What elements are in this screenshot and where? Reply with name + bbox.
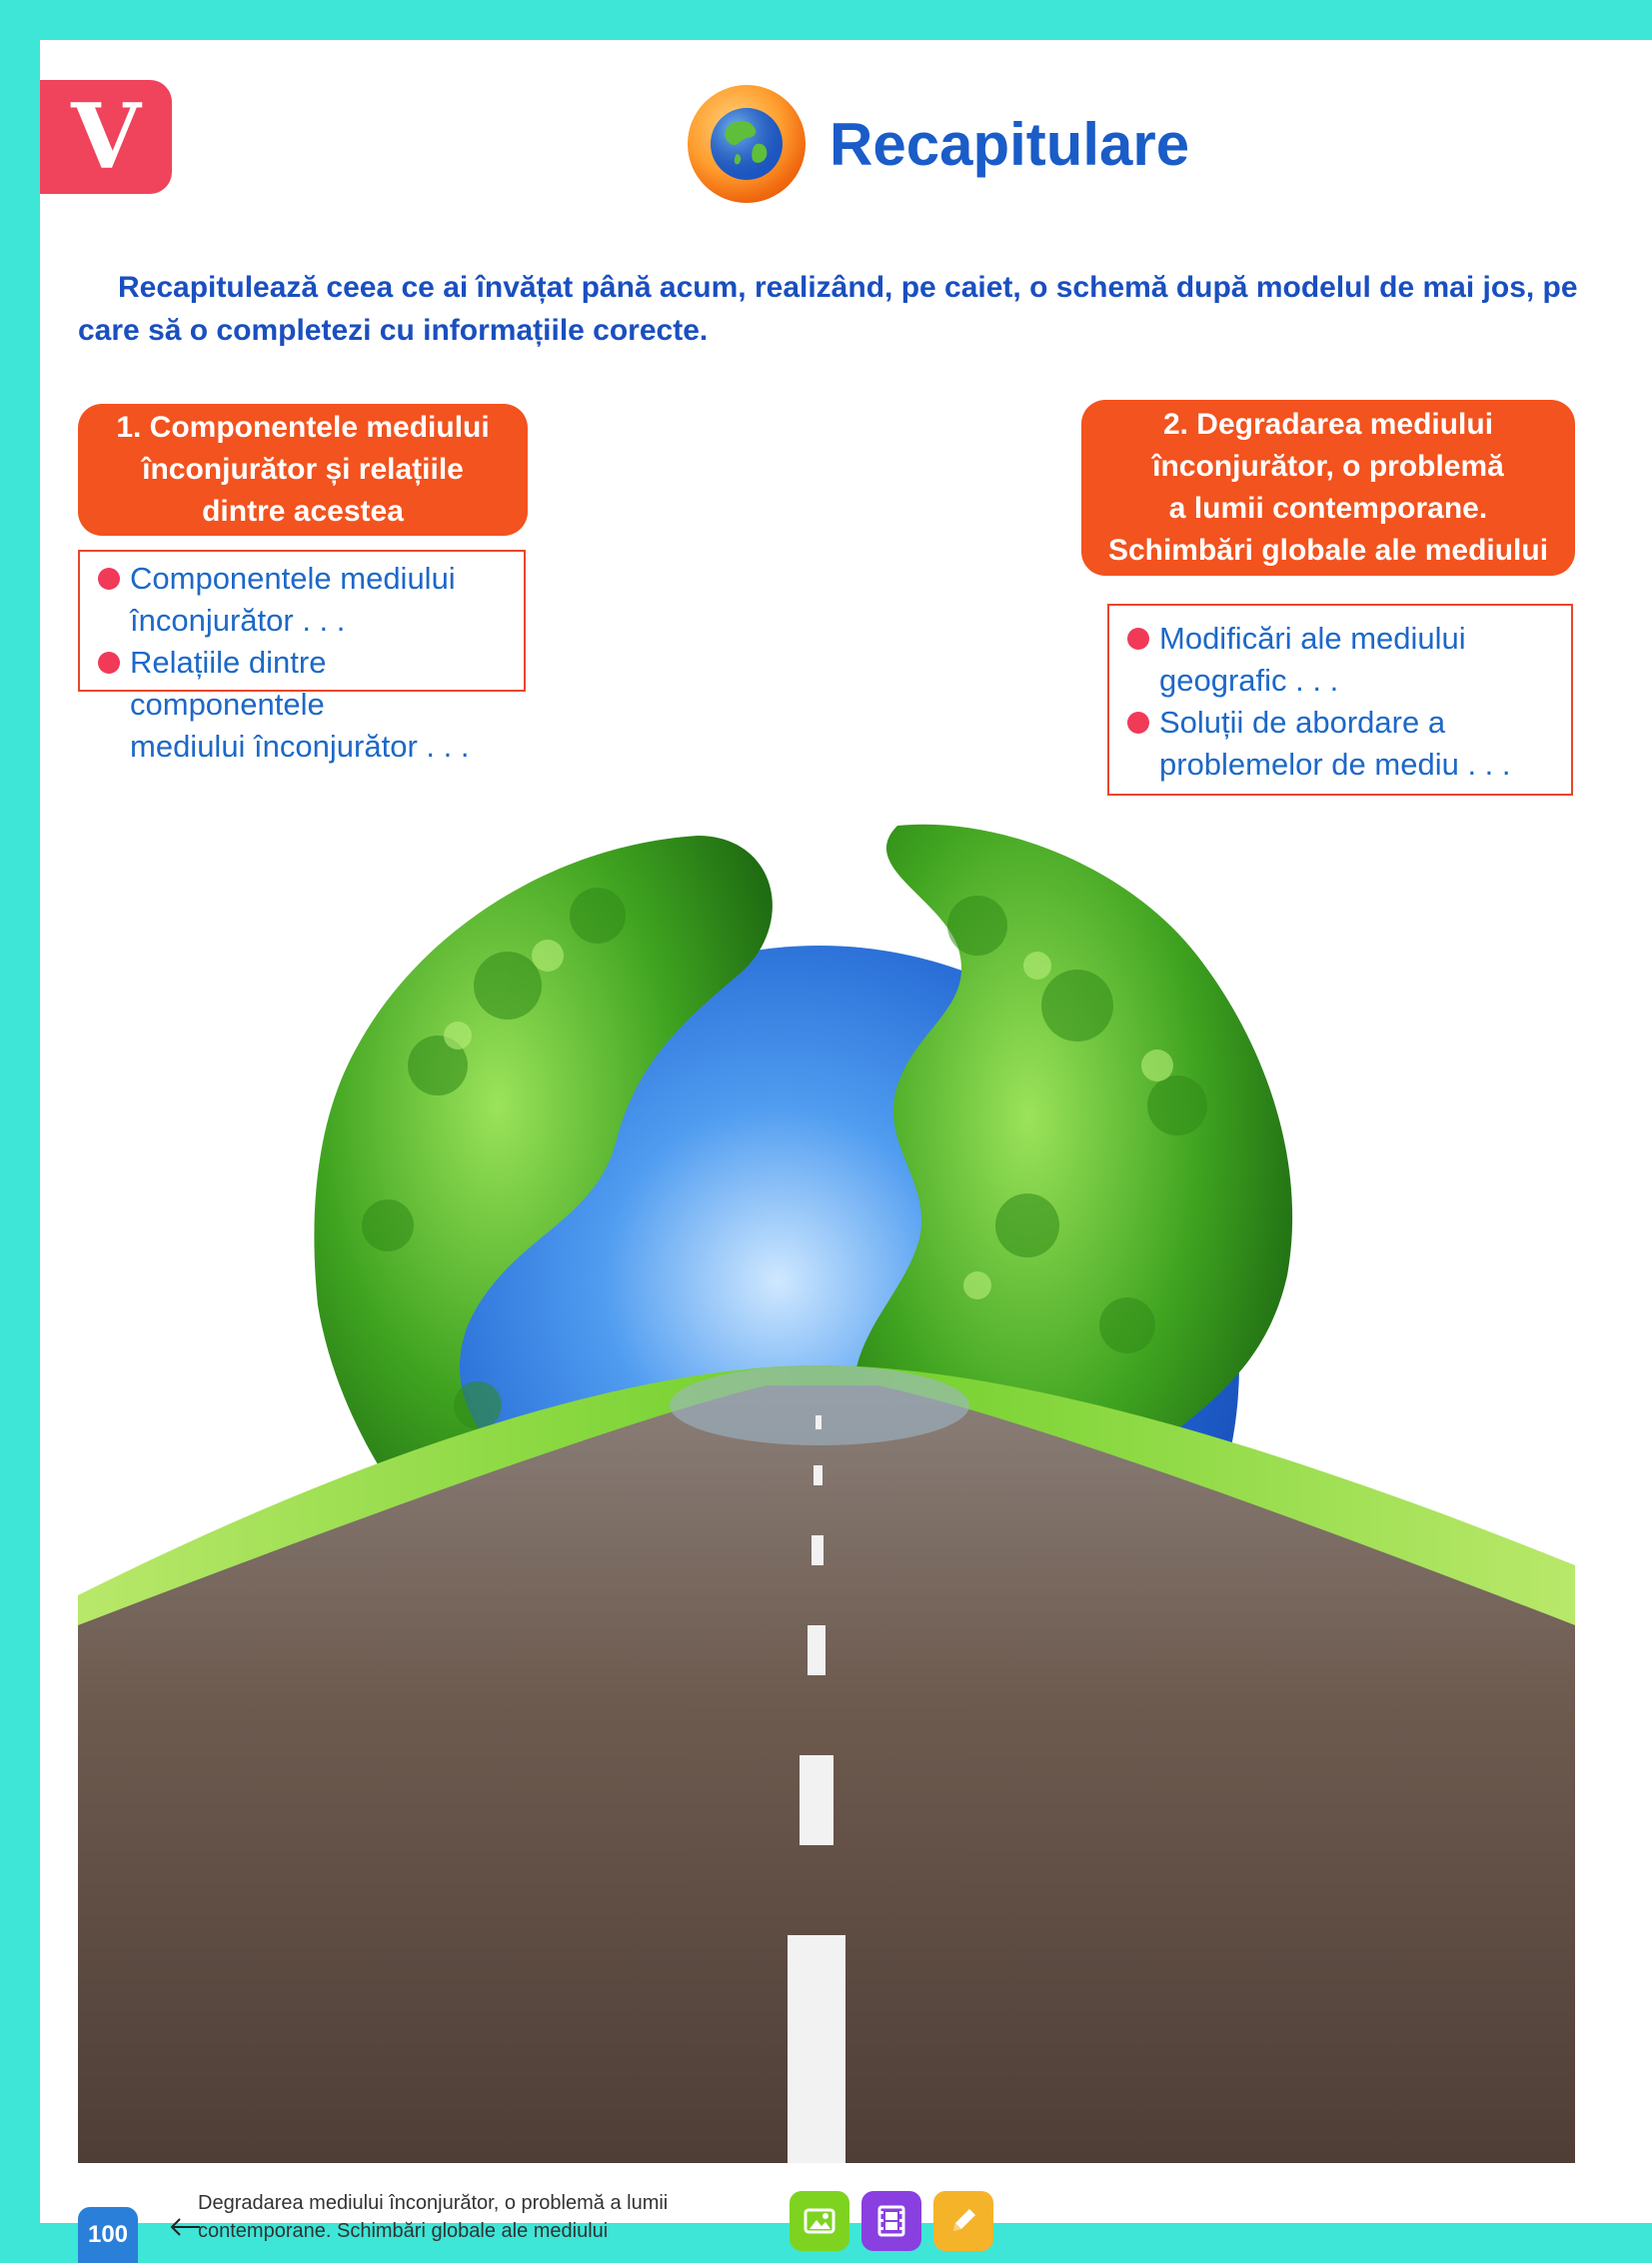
page <box>40 40 1652 2248</box>
list-item <box>94 558 524 642</box>
section-2-heading-line: Schimbări globale ale mediului <box>1107 534 1549 567</box>
instructions-text: Recapitulează ceea ce ai învățat până acum, realizând, pe caiet, o schemă după modelul de mai jos, pe care să o completezi cu informațiile corecte. <box>78 271 1578 347</box>
title-bar <box>688 82 1189 206</box>
section-2-heading-line: 2. Degradarea mediului <box>1162 408 1494 441</box>
section-2-box <box>1107 604 1573 796</box>
section-1-heading-line: înconjurător și relațiile <box>142 453 464 486</box>
list-item <box>1123 618 1571 702</box>
page-number: 100 <box>78 2207 138 2263</box>
video-button[interactable] <box>861 2191 921 2251</box>
list-item-line: mediului înconjurător . . . <box>130 729 470 764</box>
section-2-heading-line: înconjurător, o problemă <box>1152 450 1504 483</box>
section-2-heading <box>1081 400 1575 576</box>
image-icon <box>802 2203 837 2239</box>
image-button[interactable] <box>790 2191 849 2251</box>
bullet-dot <box>1127 628 1149 650</box>
list-item-line: Relațiile dintre componentele <box>130 645 327 722</box>
footer-link-line: contemporane. Schimbări globale ale mediului <box>198 2220 609 2242</box>
earth-road-illustration <box>78 806 1575 2163</box>
footer-link-line: Degradarea mediului înconjurător, o problemă a lumii <box>198 2192 669 2214</box>
list-item-line: Componentele mediului <box>130 561 456 596</box>
footer-link[interactable] <box>198 2189 738 2245</box>
bullet-dot <box>1127 712 1149 734</box>
arrow-left-icon <box>168 2217 202 2237</box>
pencil-icon <box>945 2203 981 2239</box>
list-item <box>1123 702 1571 786</box>
list-item-line: Modificări ale mediului <box>1159 621 1466 656</box>
list-item-line: geografic . . . <box>1159 663 1339 698</box>
section-1-heading-line: 1. Componentele mediului <box>116 411 490 444</box>
list-item-line: problemelor de mediu . . . <box>1159 747 1511 782</box>
section-1-heading <box>78 404 528 536</box>
list-item <box>94 642 524 768</box>
section-1-box <box>78 550 526 764</box>
bullet-dot <box>98 652 120 674</box>
page-title: Recapitulare <box>829 110 1190 178</box>
unit-badge: V <box>40 80 172 194</box>
edit-button[interactable] <box>933 2191 993 2251</box>
globe-icon <box>688 85 806 203</box>
list-item-line: Soluții de abordare a <box>1159 705 1446 740</box>
film-icon <box>873 2203 909 2239</box>
section-2-heading-line: a lumii contemporane. <box>1168 492 1488 525</box>
bullet-dot <box>98 568 120 590</box>
section-1-heading-line: dintre acestea <box>202 495 404 528</box>
list-item-line: înconjurător . . . <box>130 603 346 638</box>
